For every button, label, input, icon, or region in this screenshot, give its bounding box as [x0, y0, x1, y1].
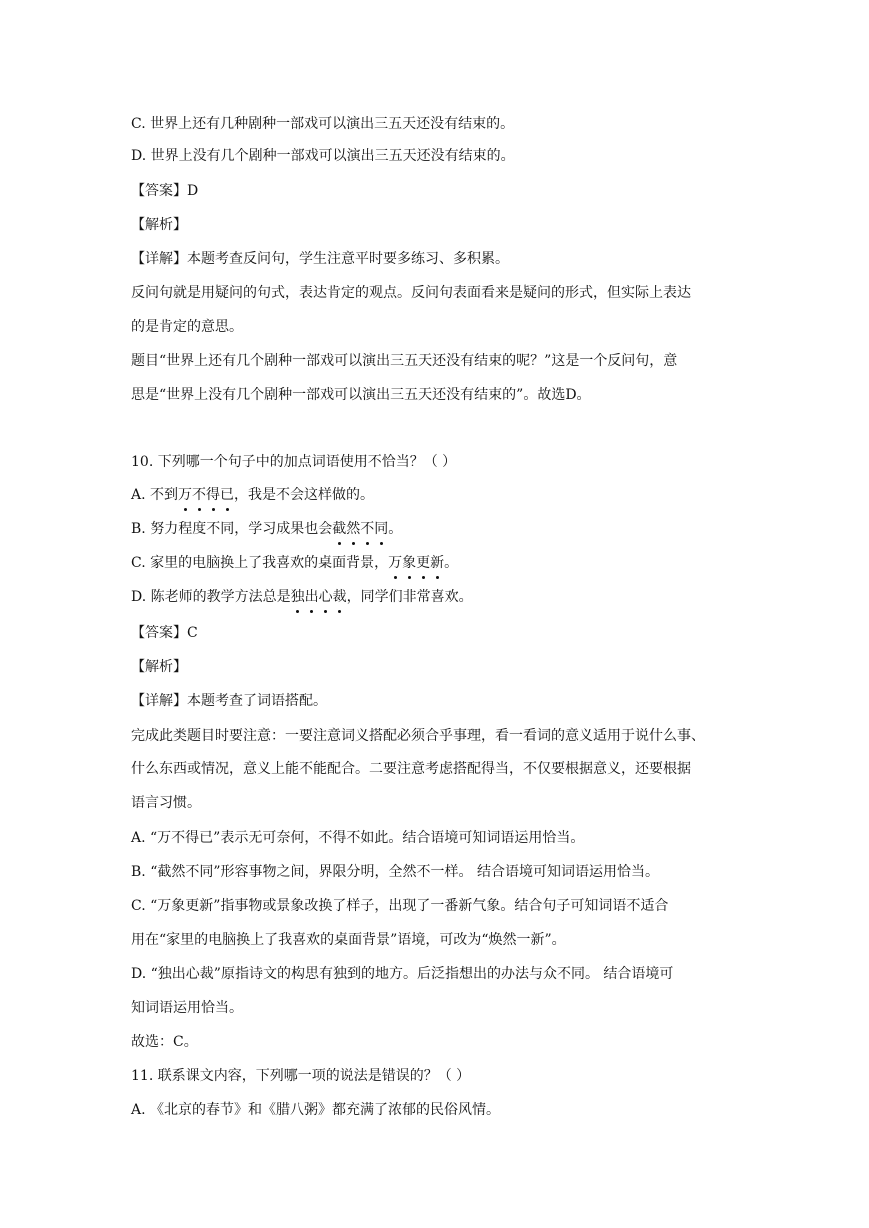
dotted-char: 万 — [388, 555, 403, 571]
q10-paragraph-line-1: 完成此类题目时要注意：一要注意词义搭配必须合乎事理，看一看词的意义适用于说什么事、 — [131, 728, 705, 744]
dotted-char: 截 — [332, 521, 347, 537]
option-text: A. 不到 — [131, 487, 179, 503]
q11-option-a: A. 《北京的春节》和《腊八粥》都充满了浓郁的民俗风情。 — [131, 1102, 501, 1118]
option-text: B. 努力程度不同，学习成果也会 — [131, 521, 333, 537]
q10-detail: 【详解】本题考查了词语搭配。 — [131, 693, 327, 709]
dotted-char: 已 — [220, 487, 235, 503]
dotted-char: 象 — [402, 555, 417, 571]
dotted-char: 不 — [192, 487, 207, 503]
dotted-char: 更 — [416, 555, 431, 571]
q9-option-d: D. 世界上没有几个剧种一部戏可以演出三五天还没有结束的。 — [131, 148, 515, 164]
q9-answer: 【答案】D — [131, 183, 199, 199]
q10-explain-c-line-1: C. “万象更新”指事物或景象改换了样子，出现了一番新气象。结合句子可知词语不适合 — [131, 898, 669, 914]
option-text: ，我是不会这样做的。 — [234, 487, 375, 503]
option-text: C. 家里的电脑换上了我喜欢的桌面背景， — [131, 555, 389, 571]
q10-explain-a: A. “万不得已”表示无可奈何，不得不如此。结合语境可知词语运用恰当。 — [131, 830, 585, 846]
option-text: 。 — [388, 521, 403, 537]
q9-paragraph-2-line-1: 题目“世界上还有几个剧种一部戏可以演出三五天还没有结束的呢？”这是一个反问句，意 — [131, 353, 678, 369]
q10-explain-c-line-2: 用在“家里的电脑换上了我喜欢的桌面背景”语境，可改为“焕然一新”。 — [131, 932, 566, 948]
q10-explain-b: B. “截然不同”形容事物之间，界限分明，全然不一样。 结合语境可知词语运用恰当。 — [131, 864, 659, 880]
q9-paragraph-2-line-2: 思是“世界上没有几个剧种一部戏可以演出三五天还没有结束的”。故选D。 — [131, 387, 591, 403]
q9-detail: 【详解】本题考查反问句，学生注意平时要多练习、多积累。 — [131, 251, 509, 267]
q10-analysis-heading: 【解析】 — [131, 659, 187, 675]
q10-paragraph-line-3: 语言习惯。 — [131, 795, 201, 811]
dotted-char: 独 — [290, 589, 305, 605]
q10-answer: 【答案】C — [131, 625, 198, 641]
q10-option-c — [131, 553, 458, 573]
q10-explain-d-line-1: D. “独出心裁”原指诗文的构思有独到的地方。后泛指想出的办法与众不同。 结合语境可 — [131, 966, 674, 982]
option-text: D. 陈老师的教学方法总是 — [131, 589, 291, 605]
dotted-char: 不 — [360, 521, 375, 537]
q11-question: 11. 联系课文内容，下列哪一项的说法是错误的？（ ） — [131, 1068, 471, 1084]
q10-question: 10. 下列哪一个句子中的加点词语使用不恰当？（ ） — [131, 454, 457, 470]
dotted-char: 出 — [304, 589, 319, 605]
q9-option-c: C. 世界上还有几种剧种一部戏可以演出三五天还没有结束的。 — [131, 116, 515, 132]
q9-paragraph-1-line-2: 的是肯定的意思。 — [131, 319, 243, 335]
q10-choice: 故选：C。 — [131, 1034, 198, 1050]
q9-analysis-heading: 【解析】 — [131, 217, 187, 233]
q10-paragraph-line-2: 什么东西或情况，意义上能不能配合。二要注意考虑搭配得当，不仅要根据意义，还要根据 — [131, 761, 691, 777]
q10-option-b — [131, 519, 402, 539]
option-text: 。 — [444, 555, 459, 571]
dotted-char: 然 — [346, 521, 361, 537]
dotted-char: 同 — [374, 521, 389, 537]
q10-option-d — [131, 587, 473, 607]
dotted-char: 新 — [430, 555, 445, 571]
dotted-char: 心 — [318, 589, 333, 605]
dotted-char: 万 — [178, 487, 193, 503]
q10-explain-d-line-2: 知词语运用恰当。 — [131, 1000, 243, 1016]
option-text: ，同学们非常喜欢。 — [346, 589, 473, 605]
q9-paragraph-1-line-1: 反问句就是用疑问的句式，表达肯定的观点。反问句表面看来是疑问的形式，但实际上表达 — [131, 285, 691, 301]
q10-option-a — [131, 485, 374, 505]
dotted-char: 得 — [206, 487, 221, 503]
dotted-char: 裁 — [332, 589, 347, 605]
